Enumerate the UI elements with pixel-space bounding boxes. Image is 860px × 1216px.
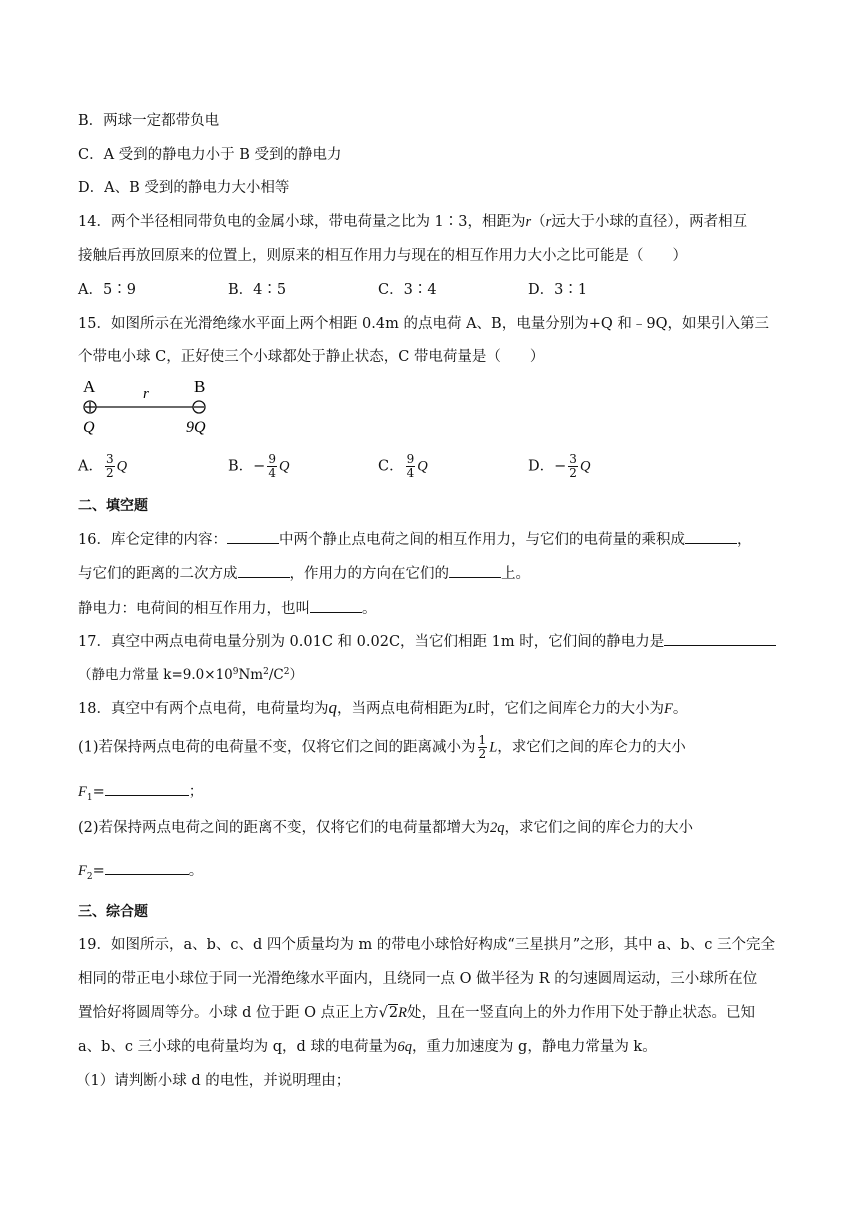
- figure-label-b: B: [194, 377, 206, 396]
- q16-line1: 16．库仑定律的内容： 中两个静止点电荷之间的相互作用力，与它们的电荷量的乘积成 ，: [78, 529, 751, 550]
- figure-label-a: A: [83, 377, 96, 396]
- q15-option-d: D．− $\frac{3}{2}$ Q: [528, 452, 591, 480]
- q19-line2: 相同的带正电小球位于同一光滑绝缘水平面内，且绕同一点 O 做半径为 R 的匀速圆周运动，三小球所在位: [78, 971, 758, 987]
- section-title-comprehensive: 三、综合题: [78, 904, 148, 920]
- q19-part1: （1）请判断小球 d 的电性，并说明理由；: [76, 1073, 351, 1089]
- q13-option-d: [78, 178, 289, 198]
- q15-text-line1: 15．如图所示在光滑绝缘水平面上两个相距 0.4m 的点电荷 A、B，电量分别为+Q 和﹣9Q，如果引入第三: [78, 316, 769, 332]
- q15-text-line2: 个带电小球 C，正好使三个小球都处于静止状态，C 带电荷量是（ ）: [78, 349, 545, 365]
- q18-part2: (2)若保持两点电荷之间的距离不变，仅将它们的电荷量都增大为2q，求它们之间的库仑力的大小: [78, 820, 694, 836]
- q18-stem: 18．真空中有两个点电荷，电荷量均为q，当两点电荷相距为L时，它们之间库仑力的大小为F。: [78, 698, 688, 717]
- q14-text-line2: 接触后再放回原来的位置上，则原来的相互作用力与现在的相互作用力大小之比可能是（ ）: [78, 248, 687, 264]
- q18-part1: (1)若保持两点电荷的电荷量不变，仅将它们之间的距离减小为 $\frac{1}{2}$ L，求它们之间的库仑力的大小: [78, 733, 686, 761]
- q16-blank-2[interactable]: [685, 529, 737, 544]
- q16-blank-5[interactable]: [310, 598, 362, 613]
- q13-option-b-text: B．两球一定都带负电: [78, 113, 220, 129]
- q13-option-b: [78, 111, 219, 131]
- q17-blank[interactable]: [664, 631, 776, 646]
- q19-line3: 置恰好将圆周等分。小球 d 位于距 O 点正上方√2R处，且在一竖直向上的外力作用下处于静止状态。已知: [78, 1005, 755, 1021]
- q14-option-a: A．5∶9: [78, 282, 136, 298]
- q16-blank-4[interactable]: [449, 563, 501, 578]
- q14-stem-line2: [78, 246, 687, 266]
- q16-blank-1[interactable]: [227, 529, 279, 544]
- q18-blank-2[interactable]: [105, 860, 189, 875]
- q18-answer1: $F_1=$ ；: [78, 781, 203, 808]
- sqrt-expression: √2: [378, 1005, 399, 1021]
- q17-line1: 17．真空中两点电荷电量分别为 0.01C 和 0.02C，当它们相距 1m 时，它们间的静电力是: [78, 631, 776, 652]
- q16-blank-3[interactable]: [238, 563, 290, 578]
- q15-stem-line1: [78, 314, 769, 334]
- q13-option-d-text: D．A、B 受到的静电力大小相等: [78, 180, 290, 196]
- q13-option-c: [78, 145, 342, 165]
- q13-option-c-text: C．A 受到的静电力小于 B 受到的静电力: [78, 147, 342, 163]
- q16-line3: 静电力：电荷间的相互作用力，也叫 。: [78, 598, 377, 619]
- q15-stem-line2: [78, 347, 544, 367]
- q19-line4: a、b、c 三小球的电荷量均为 q，d 球的电荷量为6q，重力加速度为 g，静电力常量为 k。: [78, 1039, 657, 1055]
- q14-var-r: r: [525, 214, 532, 230]
- q14-text-c: 远大于小球的直径），两者相互: [551, 214, 748, 230]
- q16-line2: 与它们的距离的二次方成 ，作用力的方向在它们的 上。: [78, 563, 530, 584]
- q19-line1: 19．如图所示，a、b、c、d 四个质量均为 m 的带电小球恰好构成“三星拱月”之形，其中 a、b、c 三个完全: [78, 937, 775, 953]
- q17-line2: （静电力常量 $k=9.0\times 10^9Nm^2/C^2$）: [78, 667, 303, 683]
- q15-figure: [80, 376, 220, 440]
- q18-answer2: $F_2=$ 。: [78, 860, 203, 887]
- figure-label-r: r: [143, 386, 149, 402]
- q14-option-d: D．3∶1: [528, 282, 588, 298]
- q14-stem-line1: [78, 212, 747, 232]
- q15-option-b: B．− $\frac{9}{4}$ Q: [228, 452, 290, 480]
- q14-text-b: （: [531, 214, 546, 230]
- q15-option-c: C． $\frac{9}{4}$ Q: [378, 452, 428, 480]
- q14-var-r2: r: [545, 214, 552, 230]
- figure-charge-a: Q: [83, 419, 95, 436]
- figure-charge-b: 9Q: [186, 419, 206, 436]
- q18-blank-1[interactable]: [105, 781, 189, 796]
- q14-option-c: C．3∶4: [378, 282, 437, 298]
- q15-option-a: A． $\frac{3}{2}$ Q: [78, 452, 128, 480]
- q14-text-a: 14．两个半径相同带负电的金属小球，带电荷量之比为 1∶3，相距为: [78, 214, 526, 230]
- section-title-fill-in: 二、填空题: [78, 498, 148, 514]
- q14-option-b: B．4∶5: [228, 282, 287, 298]
